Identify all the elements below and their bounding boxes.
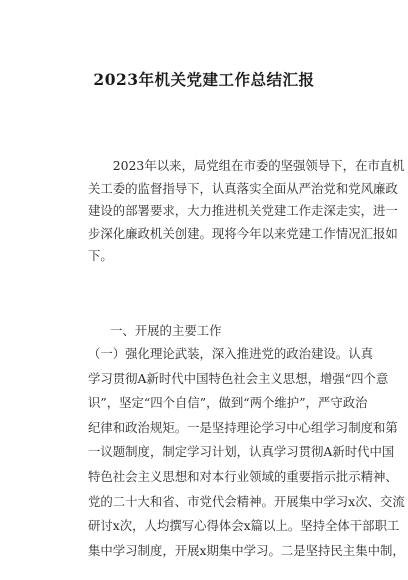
body-paragraph bbox=[88, 342, 405, 563]
body-line: 研讨x次，人均撰写心得体会x篇以上。坚持全体干部职工 bbox=[88, 518, 400, 534]
body-line: 特色社会主义思想和对本行业领域的重要指示批示精神、 bbox=[88, 468, 398, 484]
intro-line: 2023年以来，局党组在市委的坚强领导下，在市直机 bbox=[88, 158, 405, 173]
body-line: （一）强化理论武装，深入推进党的政治建设。认真 bbox=[88, 346, 373, 361]
document-title: 2023年机关党建工作总结汇报 bbox=[93, 70, 315, 89]
intro-line: 关工委的监督指导下，认真落实全面从严治党和党风廉政 bbox=[88, 180, 398, 196]
body-line: 集中学习制度，开展x期集中学习。二是坚持民主集中制， bbox=[88, 542, 405, 558]
body-line: 党的二十大和省、市党代会精神。开展集中学习x次、交流 bbox=[88, 493, 405, 509]
intro-paragraph bbox=[88, 155, 405, 268]
body-line: 纪律和政治规矩。一是坚持理论学习中心组学习制度和第 bbox=[88, 419, 398, 435]
section-heading: 一、开展的主要工作 bbox=[110, 323, 222, 338]
body-line: 识”，坚定“四个自信”，做到“两个维护”，严守政治 bbox=[88, 395, 368, 411]
intro-line: 下。 bbox=[88, 248, 113, 263]
body-line: 一议题制度，制定学习计划，认真学习贯彻A新时代中国 bbox=[88, 444, 395, 460]
intro-line: 步深化廉政机关创建。现将今年以来党建工作情况汇报如 bbox=[88, 225, 398, 241]
intro-line: 建设的部署要求，大力推进机关党建工作走深走实，进一 bbox=[88, 203, 398, 218]
body-line: 学习贯彻A新时代中国特色社会主义思想，增强“四个意 bbox=[88, 370, 389, 386]
